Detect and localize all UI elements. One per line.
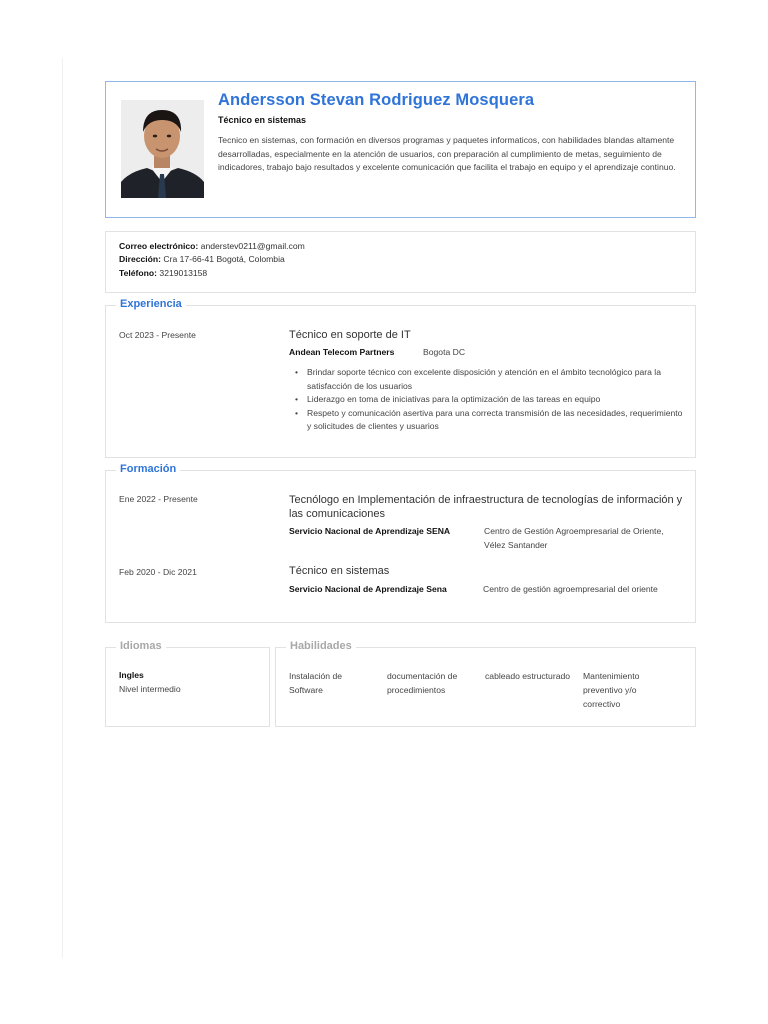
contact-address-row <box>119 254 285 264</box>
profile-photo <box>121 100 204 198</box>
languages-heading: Idiomas <box>116 640 166 652</box>
experience-company: Andean Telecom Partners <box>289 347 395 357</box>
candidate-name: Andersson Stevan Rodriguez Mosquera <box>218 91 535 109</box>
skills-heading: Habilidades <box>286 640 356 652</box>
phone-label: Teléfono: <box>119 268 158 278</box>
experience-dates: Oct 2023 - Presente <box>119 330 196 340</box>
experience-heading: Experiencia <box>116 298 186 310</box>
education-title: Técnico en sistemas <box>289 565 390 577</box>
education-institution: Servicio Nacional de Aprendizaje SENA <box>289 526 451 536</box>
skill-item: documentación de procedimientos <box>387 671 458 695</box>
education-title: Tecnólogo en Implementación de infraestructura de tecnologías de información y las comunicaciones <box>289 494 683 520</box>
email-label: Correo electrónico: <box>119 241 199 251</box>
education-heading: Formación <box>116 463 180 475</box>
candidate-role: Técnico en sistemas <box>218 115 307 125</box>
profile-header <box>105 81 696 218</box>
email-value: anderstev0211@gmail.com <box>200 241 305 251</box>
profile-summary: Tecnico en sistemas, con formación en diversos programas y paquetes informaticos, con habilidades blandas altamente desarrolladas, especialmente en la atención de usuarios, con preparación al cumplimiento de metas, seguimiento de indicadores, trabajo bajo resultados y excelente comunicación que facilita el trabajo en equipo y el aprendizaje continuo. <box>218 135 676 172</box>
list-item: • Respeto y comunicación asertiva para una correcta transmisión de las necesidades, requerimiento y solicitudes de clientes y usuarios <box>307 407 687 434</box>
experience-bullets <box>289 366 687 434</box>
skill-item: cableado estructurado <box>485 671 571 681</box>
education-location: Centro de Gestión Agroempresarial de Oriente, Vélez Santander <box>484 526 664 550</box>
language-level: Nivel intermedio <box>119 684 181 694</box>
contact-info <box>105 231 696 293</box>
list-item: • Brindar soporte técnico con excelente disposición y atención en el ámbito tecnológico para la satisfacción de los usuarios <box>307 366 687 393</box>
skill-item: Mantenimiento preventivo y/o correctivo <box>583 671 640 709</box>
language-name: Ingles <box>119 670 144 680</box>
skills-section <box>275 640 696 727</box>
education-dates: Feb 2020 - Dic 2021 <box>119 567 197 577</box>
address-label: Dirección: <box>119 254 162 264</box>
phone-value: 3219013158 <box>159 268 208 278</box>
experience-section <box>105 298 696 458</box>
education-section <box>105 463 696 623</box>
contact-phone-row <box>119 268 207 278</box>
education-dates: Ene 2022 - Presente <box>119 494 198 504</box>
education-location: Centro de gestión agroempresarial del oriente <box>483 584 658 594</box>
education-institution: Servicio Nacional de Aprendizaje Sena <box>289 584 447 594</box>
list-item: • Liderazgo en toma de iniciativas para la optimización de las tareas en equipo <box>307 393 687 407</box>
experience-location: Bogota DC <box>423 347 466 357</box>
experience-title: Técnico en soporte de IT <box>289 329 411 341</box>
contact-email-row <box>119 241 305 251</box>
page-edge <box>62 58 63 958</box>
address-value: Cra 17-66-41 Bogotá, Colombia <box>163 254 285 264</box>
skill-item: Instalación de Software <box>289 671 343 695</box>
languages-section <box>105 640 270 727</box>
